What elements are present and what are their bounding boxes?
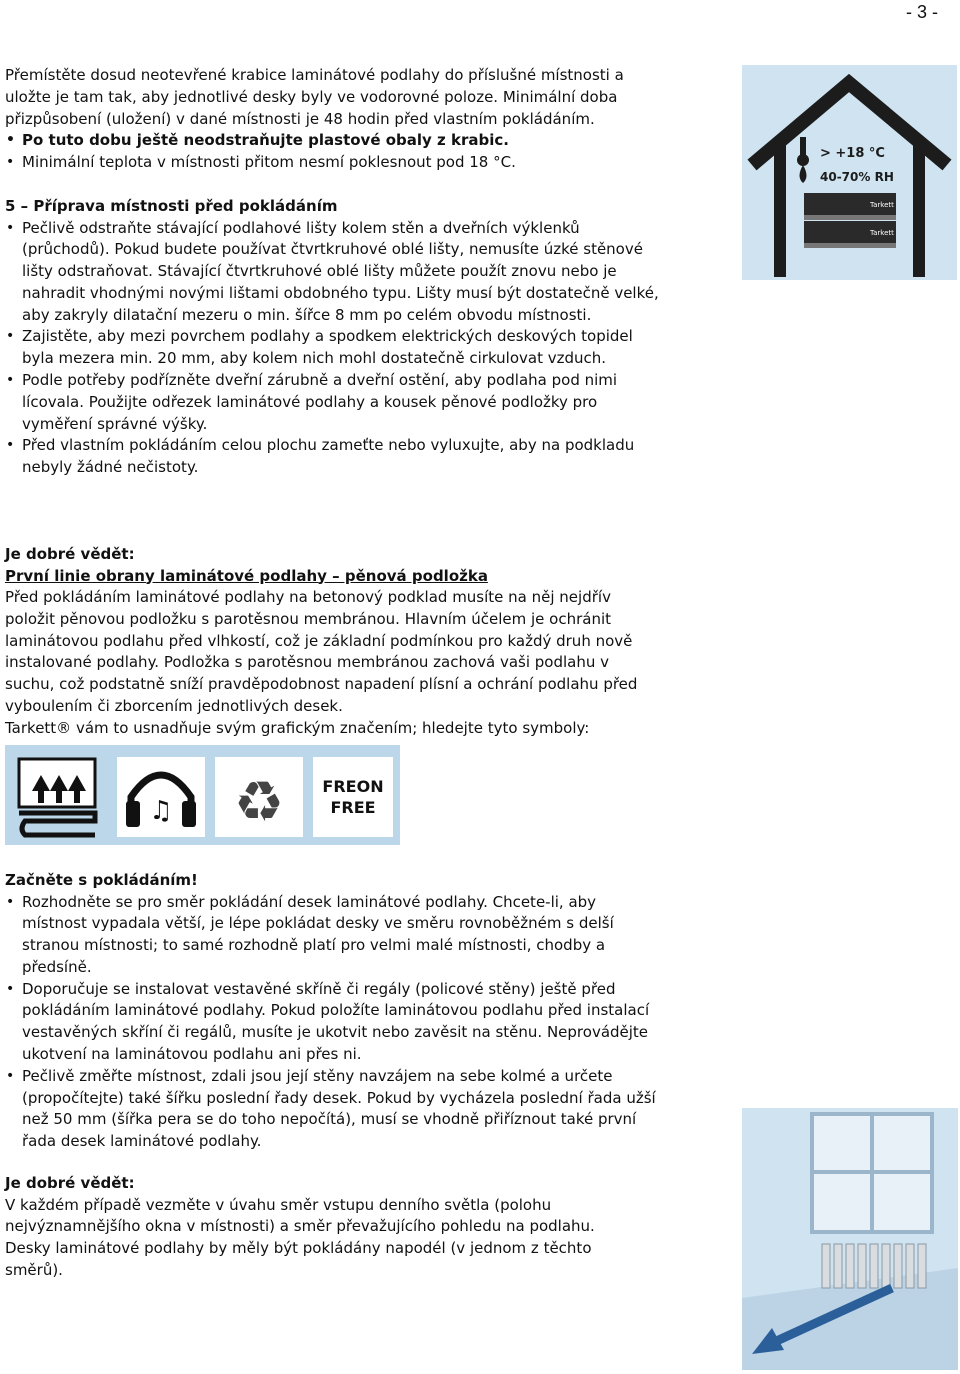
- svg-text:♻: ♻: [233, 770, 285, 835]
- good-to-know-label: Je dobré vědět:: [5, 545, 135, 563]
- good-to-know-1: [5, 544, 655, 740]
- start-list: [5, 892, 660, 1154]
- list-item: • Podle potřeby podřízněte dveřní zárubně a dveřní ostění, aby podlaha pod nimi lícovala. Použijte odřezek laminátové podlahy a kousek pěnové podložky pro vyměření správné výšky.: [5, 370, 665, 435]
- list-item: • Zajistěte, aby mezi povrchem podlahy a spodkem elektrických deskových topidel byla mezera min. 20 mm, aby kolem nich mohl dostatečně cirkulovat vzduch.: [5, 326, 665, 370]
- foam-title: První linie obrany laminátové podlahy – pěnová podložka: [5, 566, 488, 585]
- freon-text: FREON: [322, 777, 384, 796]
- list-item: • Pečlivě odstraňte stávající podlahové lišty kolem stěn a dveřních výklenků (průchodů). Pokud budete používat čtvrtkruhové oblé lišty, nemusíte úzké stěnové lišty odstraňovat. Stávající čtvrtkruhové oblé lišty můžete použít znovu nebo je nahradit vhodnými novými lištami obdobného typu. Lišty musí být dostatečně velké, aby zakryly dilatační mezeru o min. šířce 8 mm po celém obvodu místnosti.: [5, 218, 665, 327]
- list-item: • Doporučuje se instalovat vestavěné skříně či regály (policové stěny) ještě před pokládáním laminátové podlahy. Pokud položíte laminátovou podlahu před instalací vestavěných skříní či regálů, musíte je ukotvit nebo zavěsit na stěnu. Neprovádějte ukotvení na laminátovou podlahu ani přes ni.: [5, 979, 660, 1066]
- house-illustration: [742, 65, 957, 280]
- start-heading: Začněte s pokládáním!: [5, 871, 198, 889]
- good-to-know-2: [5, 1173, 630, 1282]
- room-illustration: [742, 1108, 958, 1370]
- page-number: - 3 -: [905, 2, 938, 22]
- house-climate-image: [742, 65, 957, 280]
- light-direction-paragraph: V každém případě vezměte v úvahu směr vstupu denního světla (polohu nejvýznamnějšího okna v místnosti) a směr převažujícího pohledu na podlahu. Desky laminátové podlahy by měly být pokládány napodél (v jednom z těchto směrů).: [5, 1195, 595, 1279]
- list-item: • Po tuto dobu ještě neodstraňujte plastové obaly z krabic.: [5, 130, 665, 152]
- intro-list: [5, 130, 665, 174]
- symbols-image: [5, 745, 400, 845]
- tarkett-paragraph: Tarkett® vám to usnadňuje svým grafickým značením; hledejte tyto symboly:: [5, 718, 590, 737]
- box-brand-label: Tarkett: [870, 201, 894, 209]
- svg-text:♫: ♫: [149, 796, 173, 826]
- list-item: • Pečlivě změřte místnost, zdali jsou její stěny navzájem na sebe kolmé a určete (propočítejte) také šířku poslední řady desek. Pokud by vycházela poslední řada užší než 50 mm (šířka pera se do toho nepočítá), musí se vhodně přiříznout také první řada desek laminátové podlahy.: [5, 1066, 660, 1153]
- free-text: FREE: [330, 798, 376, 817]
- start-section: [5, 870, 660, 1153]
- section-heading: 5 – Příprava místnosti před pokládáním: [5, 197, 338, 215]
- section-5-list: [5, 218, 665, 480]
- recycle-icon: [215, 757, 303, 837]
- acoustic-icon: [117, 757, 205, 837]
- humidity-label: 40-70% RH: [820, 170, 894, 184]
- intro-paragraph: Přemístěte dosud neotevřené krabice laminátové podlahy do příslušné místnosti a uložte je tam tak, aby jednotlivé desky byly ve vodorovné poloze. Minimální doba přizpůsobení (uložení) v dané místnosti je 48 hodin před vlastním pokládáním.: [5, 66, 624, 128]
- symbols-illustration: [5, 745, 400, 845]
- intro-block: [5, 65, 665, 174]
- section-5: [5, 196, 665, 479]
- list-item: • Před vlastním pokládáním celou plochu zameťte nebo vyluxujte, aby na podkladu nebyly žádné nečistoty.: [5, 435, 665, 479]
- underlay-icon: [19, 759, 95, 835]
- box-brand-label: Tarkett: [870, 229, 894, 237]
- temperature-label: > +18 °C: [820, 146, 885, 161]
- foam-paragraph: Před pokládáním laminátové podlahy na betonový podklad musíte na něj nejdřív položit pěnovou podložku s parotěsnou membránou. Hlavním účelem je ochránit laminátovou podlahu před vlhkostí, což je základní podmínkou pro každý druh nově instalované podlahy. Podložka s parotěsnou membránou zachová vaši podlahu v suchu, což podstatně sníží pravděpodobnost napadení plísní a ochrání podlahu před vyboulením či zborcením jednotlivých desek.: [5, 588, 638, 715]
- list-item: • Minimální teplota v místnosti přitom nesmí poklesnout pod 18 °C.: [5, 152, 665, 174]
- list-item: • Rozhodněte se pro směr pokládání desek laminátové podlahy. Chcete-li, aby místnost vypadala větší, je lépe pokládat desky ve směru rovnoběžném s delší stranou místnosti; to samé rozhodně platí pro velmi malé místnosti, chodby a předsíně.: [5, 892, 660, 979]
- good-to-know-label: Je dobré vědět:: [5, 1174, 135, 1192]
- freon-free-icon: [313, 757, 393, 837]
- room-illustration-image: [742, 1108, 958, 1370]
